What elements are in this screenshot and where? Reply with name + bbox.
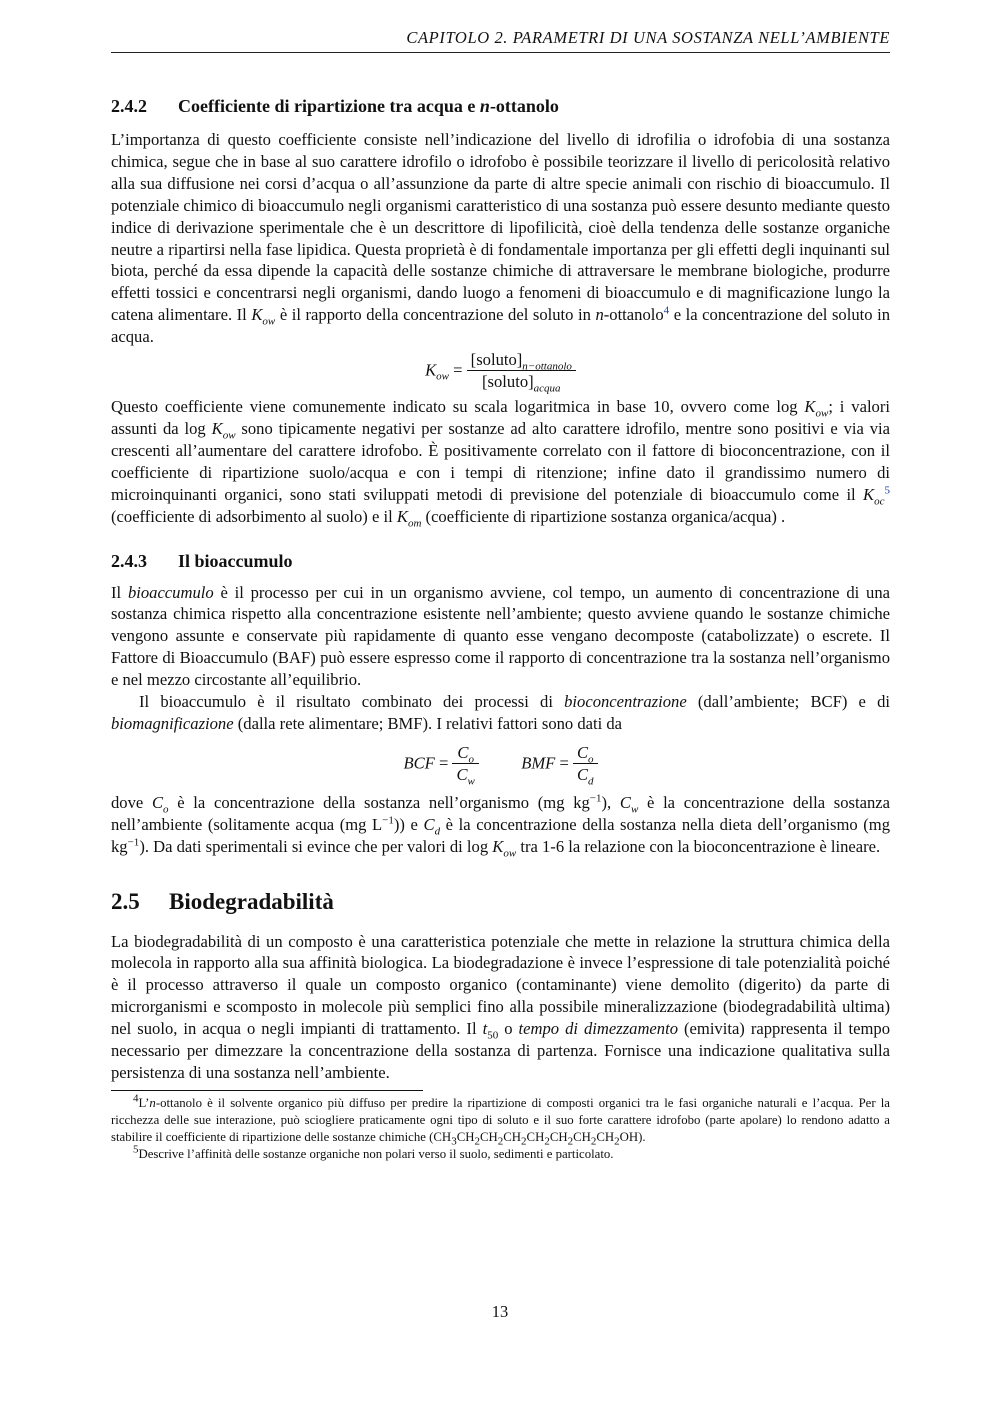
fraction: $\frac{C_o}{C_w}$	[452, 743, 478, 786]
running-header: CAPITOLO 2. PARAMETRI DI UNA SOSTANZA NELL’AMBIENTE	[111, 28, 890, 53]
paragraph: Questo coefficiente viene comunemente indicato su scala logaritmica in base 10, ovvero come $\log K_{ow}$; i valori assunti da $\log K_{ow}$ sono tipicamente negativi per sostanze ad alto carattere idrofilo, mentre sono positivi e via via crescenti all’aumentare del carattere idrofobo. È positivamente correlato con il fattore di bioconcentrazione, con il coefficiente di ripartizione suolo/acqua e con i tempi di ritenzione; infine dato il grandissimo numero di microinquinanti organici, sono stati sviluppati metodi di previsione del potenziale di bioaccumulo come il $K_{oc}^5$ (coefficiente di adsorbimento al suolo) e il $K_{om}$ (coefficiente di ripartizione sostanza organica/acqua) .	[111, 397, 891, 529]
paragraph: Il bioaccumulo è il risultato combinato dei processi di bioconcentrazione (dall’ambiente; BCF) e di biomagnificazione (dalla rete alimentare; BMF). I relativi fattori sono dati da	[111, 692, 890, 733]
section-title-end: -ottanolo	[489, 96, 559, 116]
page-number: 13	[491, 1302, 509, 1321]
footnote-rule	[111, 1090, 423, 1091]
equation-bcf-bmf: BCF = $\frac{C_o}{C_w}$ BMF = $\frac{C_o}{C_d}$	[111, 743, 890, 786]
section-title-italic: n	[479, 96, 490, 116]
section-number: 2.4.2	[111, 96, 147, 116]
section-heading-2-5	[111, 887, 890, 917]
footnote-ref-4[interactable]: 4	[663, 304, 670, 317]
fraction: $\frac{C_o}{C_d}$	[573, 743, 598, 786]
footnote-4: $^4$L’n-ottanolo è il solvente organico più diffuso per predire la ripartizione di composti organici tra le fasi organiche naturali e l’acqua. Per la ricchezza delle sue interazione, può sciogliere praticamente ogni tipo di soluto e il suo forte carattere idrofobo (parte apolare) lo rendono adatto a stabilire il coefficiente di ripartizione delle sostanze chimiche $(CH_3CH_2CH_2CH_2CH_2CH_2CH_2CH_2OH)$.	[111, 1092, 890, 1148]
section-title: Biodegradabilità	[169, 888, 334, 914]
fraction: $\frac{[soluto]_{n-ottanolo}}{[soluto]_{acqua}}$	[467, 350, 576, 393]
paragraph: L’importanza di questo coefficiente consiste nell’indicazione del livello di idrofilia o idrofobia di una sostanza chimica, segue che in base al suo carattere idrofilo o idrofobo è possibile teorizzare il livello di pericolosità relativo alla sua diffusione nei corsi d’acqua o all’assunzione da parte di altre specie animali con rischio di bioaccumulo. Il potenziale chimico di bioaccumulo negli organismi caratteristico di una sostanza può essere desunto mediante questo indice di derivazione sperimentale che è un descrittore di lipofilicità, cioè della tendenza delle sostanze organiche neutre a ripartirsi nella fase lipidica. Questa proprietà è di fondamentale importanza per gli effetti degli inquinanti sul biota, perché da essa dipende la capacità delle sostanze chimiche di attraversare le membrane biologiche, produrre effetti tossici e concentrarsi negli organismi, dando luogo a fenomeni di bioaccumulo e di magnificazione lungo la catena alimentare. Il $K_{ow}$ è il rapporto della concentrazione del soluto in n-ottanolo$^4$ e la concentrazione del soluto in acqua.	[111, 130, 890, 347]
section-title: Coefficiente di ripartizione tra acqua e	[178, 96, 480, 116]
footnotes	[111, 1092, 890, 1163]
page-body	[111, 94, 890, 1163]
section-title: Il bioaccumulo	[178, 550, 293, 571]
footnote-5: $^5$Descrive l’affinità delle sostanze organiche non polari verso il suolo, sedimenti e particolato.	[133, 1143, 614, 1161]
section-number: 2.5	[111, 888, 140, 914]
paragraph: Il bioaccumulo è il processo per cui in un organismo avviene, col tempo, un aumento di concentrazione di una sostanza chimica rispetto alla concentrazione esistente nell’ambiente; questo avviene quando le sostanze chimiche vengono assunte e conservate più rapidamente di quanto esse vengano decomposte (catabolizzate) o escrete. Il Fattore di Bioaccumulo (BAF) può essere espresso come il rapporto di concentrazione tra la sostanza nell’organismo e nel mezzo circostante all’equilibrio.	[111, 582, 890, 690]
section-number: 2.4.3	[111, 550, 147, 571]
paragraph: dove $C_o$ è la concentrazione della sostanza nell’organismo (mg $kg^{-1}$), $C_w$ è la concentrazione della sostanza nell’ambiente (solitamente acqua (mg $L^{-1}$)) e $C_d$ è la concentrazione della sostanza nella dieta dell’organismo (mg $kg^{-1}$). Da dati sperimentali si evince che per valori di $\log K_{ow}$ tra 1-6 la relazione con la bioconcentrazione è lineare.	[111, 792, 891, 859]
section-heading-2-4-3	[111, 549, 890, 573]
footnote-ref-5[interactable]: 5	[884, 484, 890, 497]
section-heading-2-4-2	[111, 94, 890, 118]
equation-kow: $K_{ow}$ = $\frac{[soluto]_{n-ottanolo}}{[soluto]_{acqua}}$	[111, 350, 890, 393]
paragraph: La biodegradabilità di un composto è una caratteristica potenziale che mette in relazione la struttura chimica della molecola in rapporto alla sua affinità biologica. La biodegradazione è invece l’espressione di tale potenzialità poiché è il processo attraverso il quale un composto organico (contaminante) viene demolito (digerito) da parte di microrganismi e scomposto in molecole più semplici fino alla possibile mineralizzazione (biodegradabilità ultima) nel suolo, in acqua o negli impianti di trattamento. Il $t_{50}$ o tempo di dimezzamento (emivita) rappresenta il tempo necessario per dimezzare la concentrazione della sostanza di partenza. Fornisce una indicazione qualitativa sulla persistenza di una sostanza nell’ambiente.	[111, 931, 891, 1082]
